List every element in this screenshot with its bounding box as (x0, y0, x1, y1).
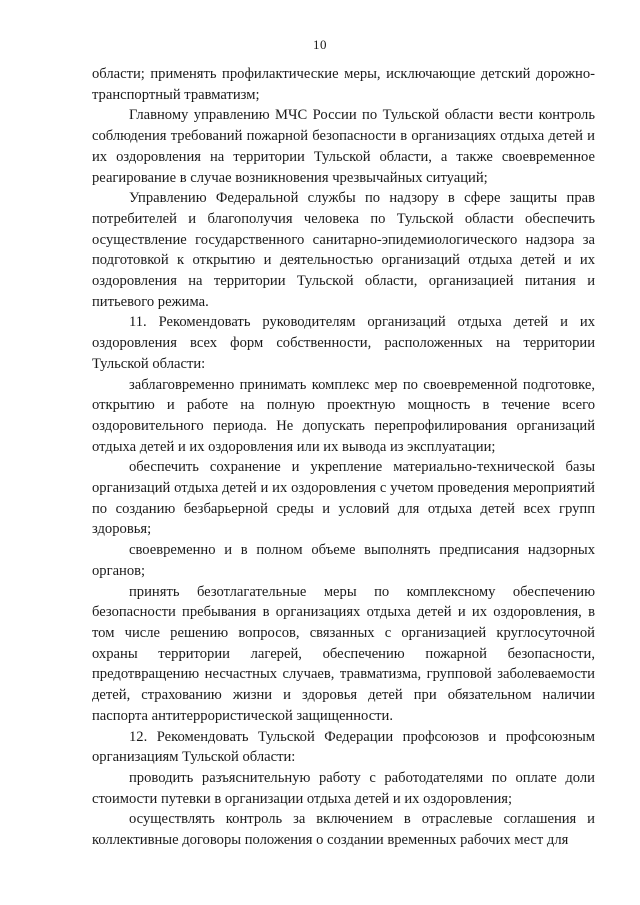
paragraph: осуществлять контроль за включением в отраслевые соглашения и коллективные договоры положения о создании временных рабочих мест для (92, 811, 595, 849)
paragraph: принять безотлагательные меры по комплексному обеспечению безопасности пребывания в организациях отдыха детей и их оздоровления, в том числе решению вопросов, связанных с организацией круглосуточной охраны территории лагерей, обеспечению пожарной безопасности, предотвращению несчастных случаев, травматизма, групповой заболеваемости детей, страхованию жизни и здоровья детей при обязательном наличии паспорта антитеррористической защищенности. (92, 583, 595, 724)
paragraph: области; применять профилактические меры, исключающие детский дорожно-транспортный травматизм; (92, 66, 595, 103)
document-body (92, 64, 595, 851)
paragraph: 11. Рекомендовать руководителям организаций отдыха детей и их оздоровления всех форм собственности, расположенных на территории Тульской области: (92, 314, 595, 372)
paragraph: 12. Рекомендовать Тульской Федерации профсоюзов и профсоюзным организациям Тульской области: (92, 728, 595, 766)
page-number: 10 (313, 37, 327, 52)
paragraph: своевременно и в полном объеме выполнять предписания надзорных органов; (92, 542, 595, 579)
paragraph: Управлению Федеральной службы по надзору в сфере защиты прав потребителей и благополучия человека по Тульской области обеспечить осуществление государственного санитарно-эпидемиологического надзора за подготовкой к открытию и деятельностью организаций отдыха детей и их оздоровления на территории Тульской области, организацией питания и питьевого режима. (92, 190, 595, 310)
paragraph: обеспечить сохранение и укрепление материально-технической базы организаций отдыха детей и их оздоровления с учетом проведения мероприятий по созданию безбарьерной среды и условий для отдыха детей всех групп здоровья; (92, 459, 595, 538)
paragraph: заблаговременно принимать комплекс мер по своевременной подготовке, открытию и работе на полную проектную мощность в течение всего оздоровительного периода. Не допускать перепрофилирования организаций отдыха детей и их оздоровления или их вывода из эксплуатации; (92, 376, 595, 455)
paragraph: Главному управлению МЧС России по Тульской области вести контроль соблюдения требований пожарной безопасности в организациях отдыха детей и их оздоровления на территории Тульской области, а также своевременное реагирование в случае возникновения чрезвычайных ситуаций; (92, 107, 595, 186)
paragraph: проводить разъяснительную работу с работодателями по оплате доли стоимости путевки в организации отдыха детей и их оздоровления; (92, 769, 595, 807)
